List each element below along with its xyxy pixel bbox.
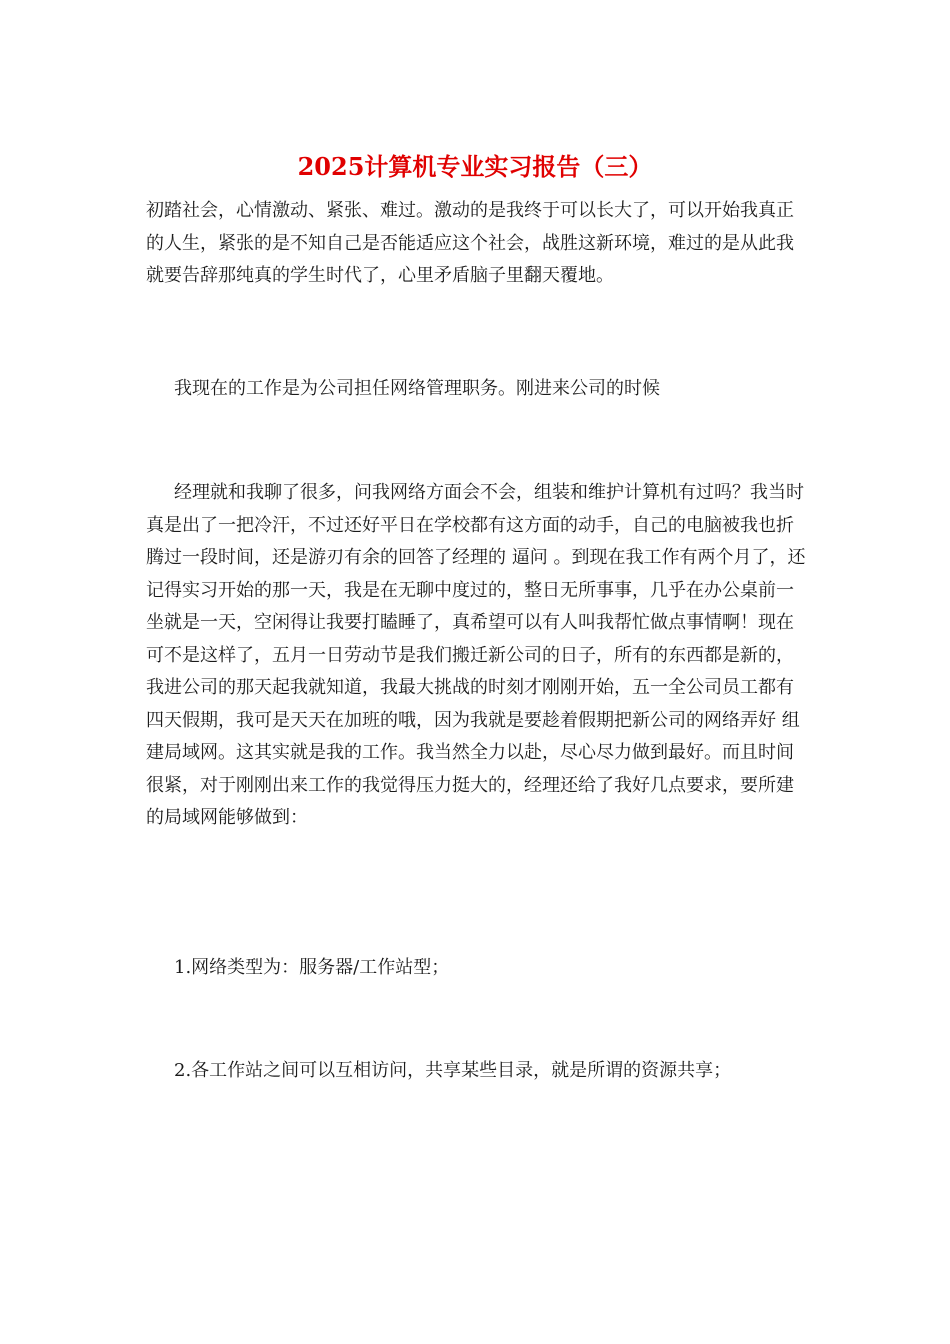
document-title: 2025计算机专业实习报告（三） — [297, 152, 653, 181]
list-item-requirement-2: 2.各工作站之间可以互相访问，共享某些目录，就是所谓的资源共享； — [174, 1060, 732, 1081]
paragraph-intro: 初踏社会，心情激动、紧张、难过。激动的是我终于可以长大了，可以开始我真正的人生，紧张的是不知自己是否能适应这个社会，战胜这新环境，难过的是从此我就要告辞那纯真的学生时代了，心里矛盾脑子里翻天覆地。 — [146, 200, 794, 286]
paragraph-current-job: 我现在的工作是为公司担任网络管理职务。刚进来公司的时候 — [174, 378, 660, 399]
list-item-requirement-1: 1.网络类型为：服务器/工作站型； — [174, 957, 450, 978]
paragraph-work-experience: 经理就和我聊了很多，问我网络方面会不会，组装和维护计算机有过吗？我当时真是出了一把冷汗，不过还好平日在学校都有这方面的动手，自己的电脑被我也折腾过一段时间，还是游刃有余的回答了经理的 逼问 。到现在我工作有两个月了，还记得实习开始的那一天，我是在无聊中度过的，整日无所事事，几乎在办公桌前一坐就是一天，空闲得让我要打瞌睡了，真希望可以有人叫我帮忙做点事情啊！现在可不是这样了，五月一日劳动节是我们搬迁新公司的日子，所有的东西都是新的，我进公司的那天起我就知道，我最大挑战的时刻才刚刚开始，五一全公司员工都有四天假期，我可是天天在加班的哦，因为我就是要趁着假期把新公司的网络弄好 组建局域网。这其实就是我的工作。我当然全力以赴，尽心尽力做到最好。而且时间很紧，对于刚刚出来工作的我觉得压力挺大的，经理还给了我好几点要求，要所建的局域网能够做到： — [146, 482, 806, 828]
